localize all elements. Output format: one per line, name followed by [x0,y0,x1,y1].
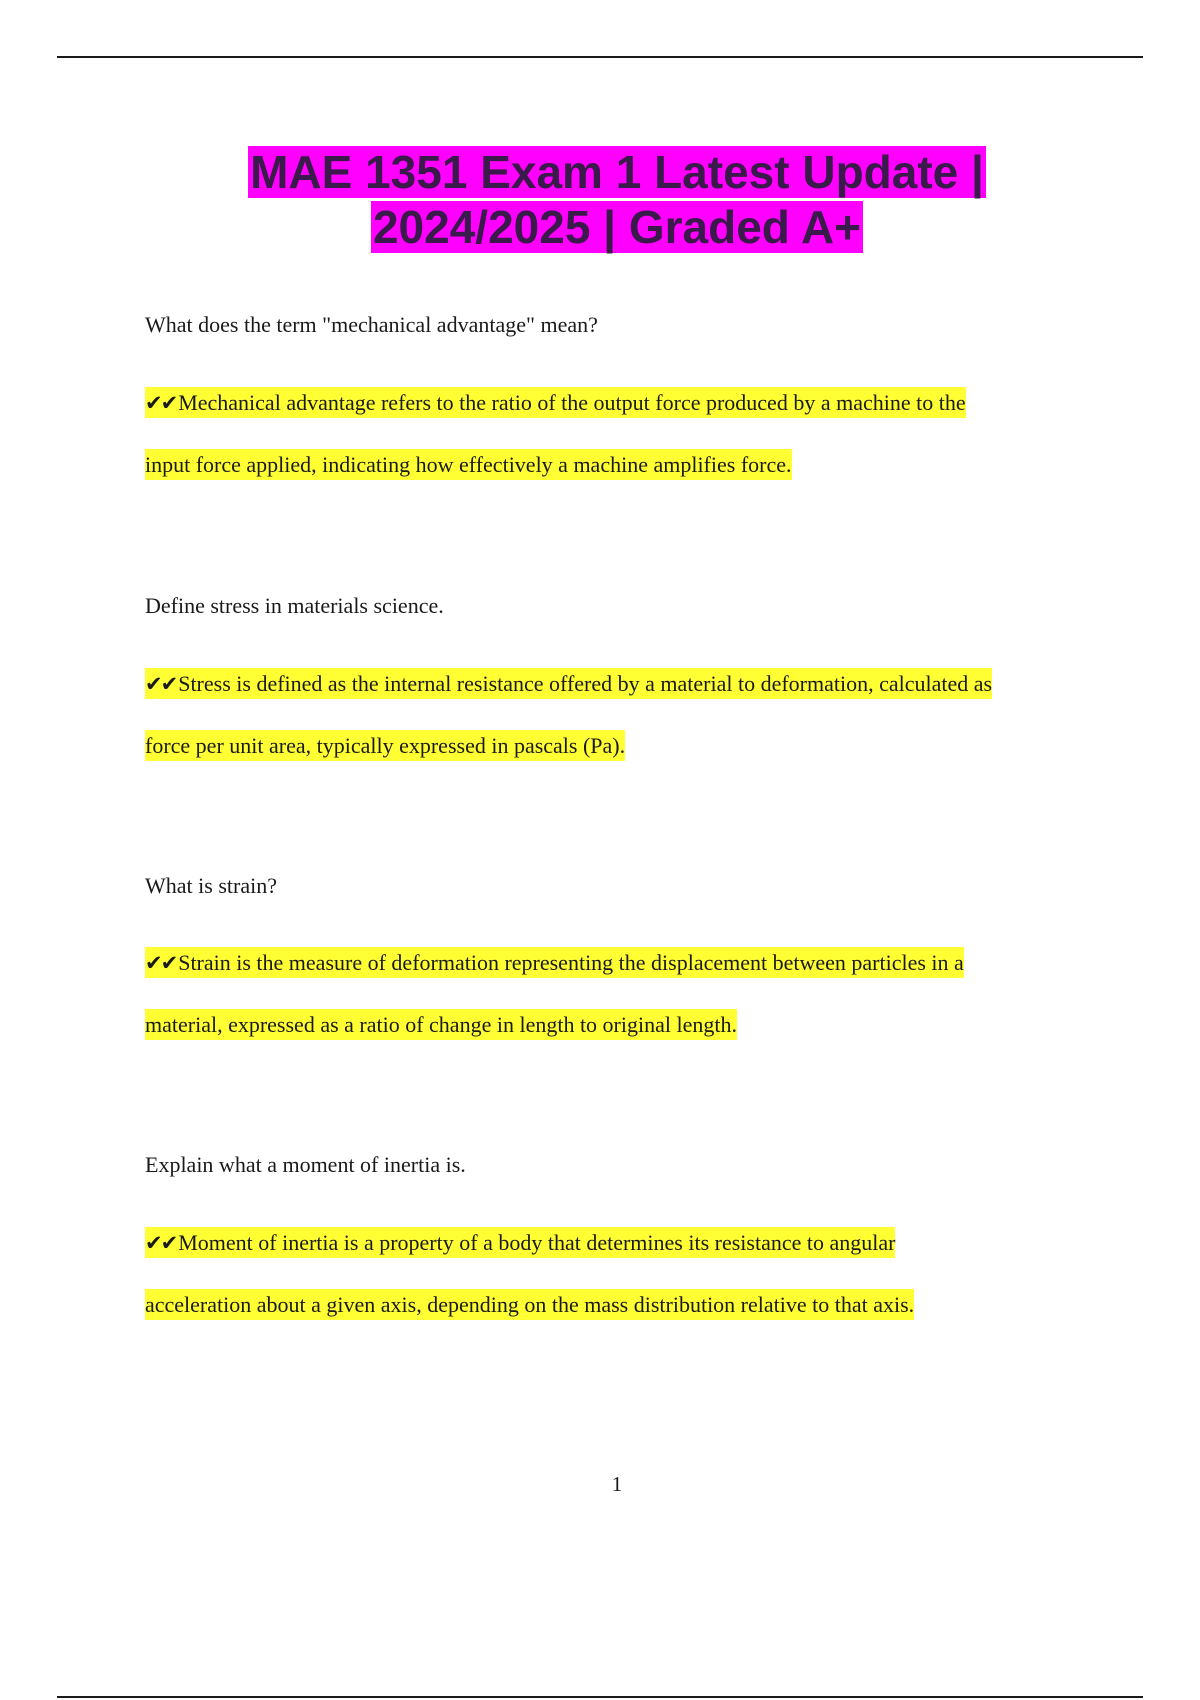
answer-4-text-1: Moment of inertia is a property of a body that determines its resistance to angular [178,1230,896,1255]
answer-3-line-2: material, expressed as a ratio of change in length to original length. [145,1009,737,1040]
answer-1-line-1 [145,387,966,418]
check-mark-icon: ✔✔ [145,672,177,696]
answer-1-line-2: input force applied, indicating how effectively a machine amplifies force. [145,449,792,480]
answer-3-text-1: Strain is the measure of deformation representing the displacement between particles in a [178,950,964,975]
title-line-2: 2024/2025 | Graded A+ [372,201,862,253]
answer-4-line-1 [145,1227,895,1258]
check-mark-icon: ✔✔ [145,391,177,415]
top-rule [57,56,1143,58]
answer-2-line-2: force per unit area, typically expressed in pascals (Pa). [145,730,625,761]
check-mark-icon: ✔✔ [145,951,177,975]
answer-2-text-1: Stress is defined as the internal resistance offered by a material to deformation, calculated as [178,671,993,696]
question-1: What does the term "mechanical advantage" mean? [145,312,598,337]
bottom-rule [57,1696,1143,1698]
document-title [0,145,1200,255]
answer-4 [145,1212,1105,1335]
check-mark-icon: ✔✔ [145,1231,177,1255]
answer-2 [145,653,1105,776]
answer-3 [145,932,1105,1055]
question-4: Explain what a moment of inertia is. [145,1152,466,1177]
answer-1 [145,372,1105,495]
answer-1-text-1: Mechanical advantage refers to the ratio of the output force produced by a machine to the [178,390,966,415]
page-number: 1 [611,1472,623,1496]
question-2: Define stress in materials science. [145,593,444,618]
title-line-1: MAE 1351 Exam 1 Latest Update | [250,146,984,198]
question-3: What is strain? [145,873,277,898]
answer-2-line-1 [145,668,992,699]
answer-3-line-1 [145,947,964,978]
answer-4-line-2: acceleration about a given axis, depending on the mass distribution relative to that axis. [145,1289,914,1320]
